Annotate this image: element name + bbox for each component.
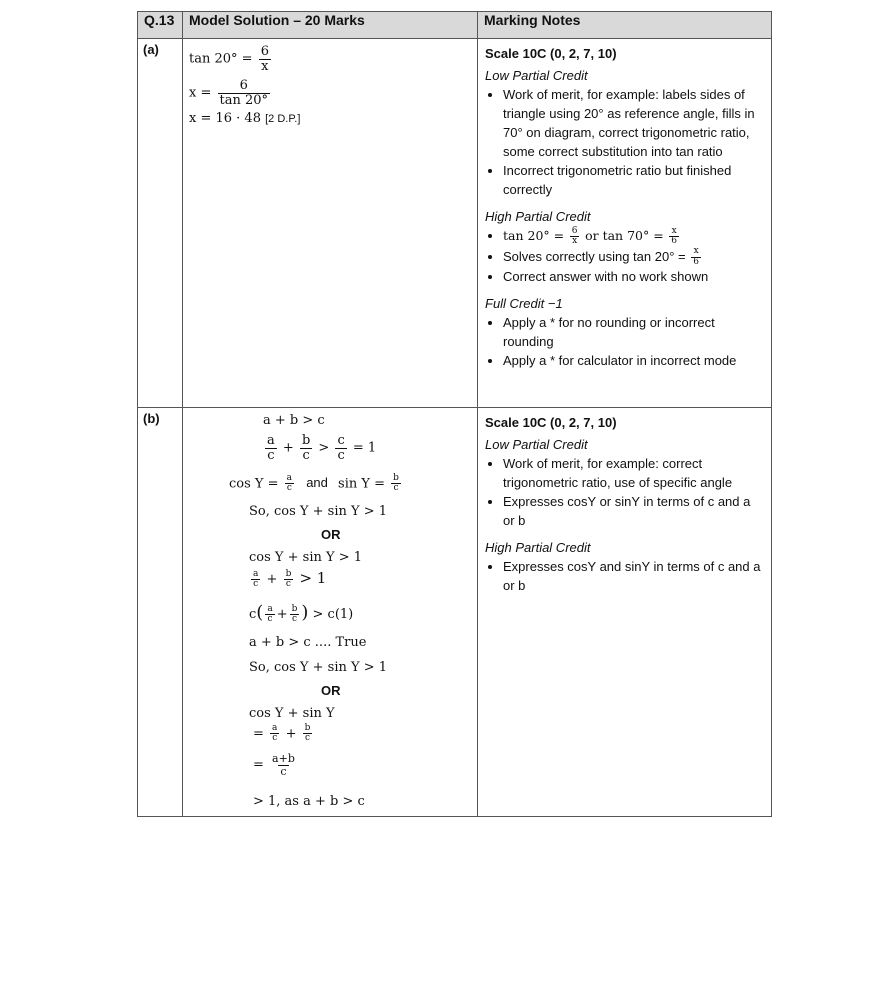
part-a-line-1-num: 6	[260, 44, 269, 59]
list-item: • Expresses cosY or sinY in terms of c and a or b	[503, 492, 764, 530]
part-b-row	[138, 408, 772, 817]
part-a-line-2-lhs: x =	[189, 85, 212, 101]
part-b-line-2	[263, 434, 376, 462]
equals-one: = 1	[352, 440, 377, 456]
part-a-rounding-note: [2 D.P.]	[265, 113, 301, 125]
frac-num: b	[285, 568, 292, 579]
frac-den: c	[267, 447, 275, 463]
or-separator-1: OR	[321, 527, 341, 542]
frac-num: a+b	[272, 752, 295, 765]
equals-sign: =	[253, 726, 264, 742]
part-a-low-credit-title: Low Partial Credit	[485, 68, 588, 83]
list-item: • Apply a * for calculator in incorrect mode	[503, 351, 764, 370]
frac-num: a	[267, 433, 275, 448]
multiplier-c: c	[249, 607, 257, 622]
frac-den: c	[253, 579, 259, 589]
frac-den: 6	[671, 236, 678, 247]
frac-den: c	[272, 733, 278, 744]
cos-expr: cos Y =	[229, 476, 279, 492]
part-b-low-credit-title: Low Partial Credit	[485, 437, 588, 452]
frac-den: 6	[693, 256, 699, 267]
part-b-high-credit-list	[485, 557, 764, 595]
list-item: • Expresses cosY and sinY in terms of c and a or b	[503, 557, 764, 595]
high-credit-alt-expr: or tan 70° =	[585, 228, 664, 243]
frac-num: b	[301, 433, 311, 448]
part-a-label: (a)	[138, 39, 183, 408]
model-solution-header: Model Solution – 20 Marks	[183, 12, 478, 39]
part-b-line-7: c( $\frac{a}{c}$ + $\frac{b}{c}$ ) > c(1)	[249, 602, 354, 624]
part-a-row	[138, 39, 772, 408]
part-a-high-credit-list	[485, 226, 764, 286]
part-b-line-13: > 1, as a + b > c	[253, 794, 365, 809]
frac-num: x	[693, 246, 699, 257]
high-credit-expr: tan 20° =	[503, 228, 565, 243]
part-a-line-2-num: 6	[239, 78, 248, 93]
marking-scheme-table	[137, 11, 772, 817]
gt-sign: >	[318, 440, 330, 456]
part-b-line-4: So, cos Y + sin Y > 1	[249, 504, 387, 519]
part-a-full-credit-list	[485, 313, 764, 370]
part-b-line-6	[249, 569, 326, 589]
part-a-low-credit-list	[485, 85, 764, 199]
part-a-line-2	[189, 79, 272, 107]
part-a-full-credit-title: Full Credit −1	[485, 296, 563, 311]
part-a-scale: Scale 10C (0, 2, 7, 10)	[485, 46, 617, 61]
list-item: • Work of merit, for example: labels sides of triangle using 20° as reference angle, fills in 70° on diagram, correct trigonometric ratio, some correct substitution into tan ratio	[503, 85, 764, 161]
part-b-line-8: a + b > c .... True	[249, 635, 367, 650]
equals-sign: =	[253, 757, 264, 773]
frac-den: c	[280, 764, 287, 778]
high-credit-text: Solves correctly using tan 20° =	[503, 248, 686, 264]
frac-num: 6	[571, 225, 578, 236]
sin-expr: sin Y =	[338, 476, 385, 492]
frac-den: c	[302, 447, 310, 463]
frac-den: c	[291, 614, 297, 624]
part-a-answer: x = 16 · 48	[189, 111, 261, 126]
frac-den: c	[286, 483, 292, 494]
frac-num: a	[272, 723, 278, 733]
part-b-label: (b)	[138, 408, 183, 817]
part-b-line-9: So, cos Y + sin Y > 1	[249, 660, 387, 675]
part-a-high-credit-title: High Partial Credit	[485, 209, 591, 224]
frac-den: c	[337, 447, 345, 463]
part-a-line-1-lhs: tan 20° =	[189, 51, 253, 67]
frac-num: c	[337, 433, 345, 448]
frac-num: a	[253, 568, 259, 579]
list-item: • Correct answer with no work shown	[503, 267, 764, 286]
part-b-scale: Scale 10C (0, 2, 7, 10)	[485, 415, 617, 430]
rhs-expr: > c(1)	[312, 607, 354, 622]
part-b-line-3	[229, 474, 403, 494]
or-separator-2: OR	[321, 683, 341, 698]
part-a-marking-notes	[478, 39, 772, 408]
part-a-line-1	[189, 45, 273, 73]
part-b-solution	[183, 408, 478, 817]
part-a-line-1-den: x	[261, 58, 269, 74]
part-a-line-3	[189, 111, 300, 126]
list-item: • Apply a * for no rounding or incorrect rounding	[503, 313, 764, 351]
frac-den: c	[285, 579, 291, 589]
list-item: • Incorrect trigonometric ratio but finished correctly	[503, 161, 764, 199]
part-b-line-11	[253, 724, 314, 744]
part-b-high-credit-title: High Partial Credit	[485, 540, 591, 555]
frac-den: c	[393, 483, 399, 494]
part-b-line-5: cos Y + sin Y > 1	[249, 550, 362, 565]
part-b-marking-notes	[478, 408, 772, 817]
plus-sign: +	[285, 726, 297, 742]
frac-num: x	[671, 225, 677, 236]
marking-notes-header: Marking Notes	[478, 12, 772, 39]
frac-num: b	[393, 473, 399, 483]
frac-den: x	[572, 236, 578, 247]
frac-den: c	[267, 614, 273, 624]
part-a-line-2-den: tan 20°	[219, 92, 269, 108]
frac-num: a	[286, 473, 293, 483]
part-b-low-credit-list	[485, 454, 764, 530]
frac-den: c	[304, 733, 311, 744]
and-word: and	[306, 475, 328, 491]
frac-num: b	[304, 723, 311, 733]
frac-num: b	[291, 603, 298, 614]
frac-num: a	[267, 603, 273, 614]
list-item	[503, 226, 764, 247]
part-b-line-10: cos Y + sin Y	[249, 706, 335, 721]
list-item	[503, 247, 764, 268]
question-number-header: Q.13	[138, 12, 183, 39]
list-item: • Work of merit, for example: correct trigonometric ratio, use of specific angle	[503, 454, 764, 492]
gt-one: > 1	[299, 569, 327, 587]
part-b-line-12	[253, 753, 299, 777]
table-header-row	[138, 12, 772, 39]
plus-sign: +	[266, 572, 278, 587]
part-a-solution	[183, 39, 478, 408]
plus-sign: +	[276, 607, 288, 622]
part-b-line-1: a + b > c	[263, 413, 325, 428]
plus-sign: +	[282, 440, 294, 456]
